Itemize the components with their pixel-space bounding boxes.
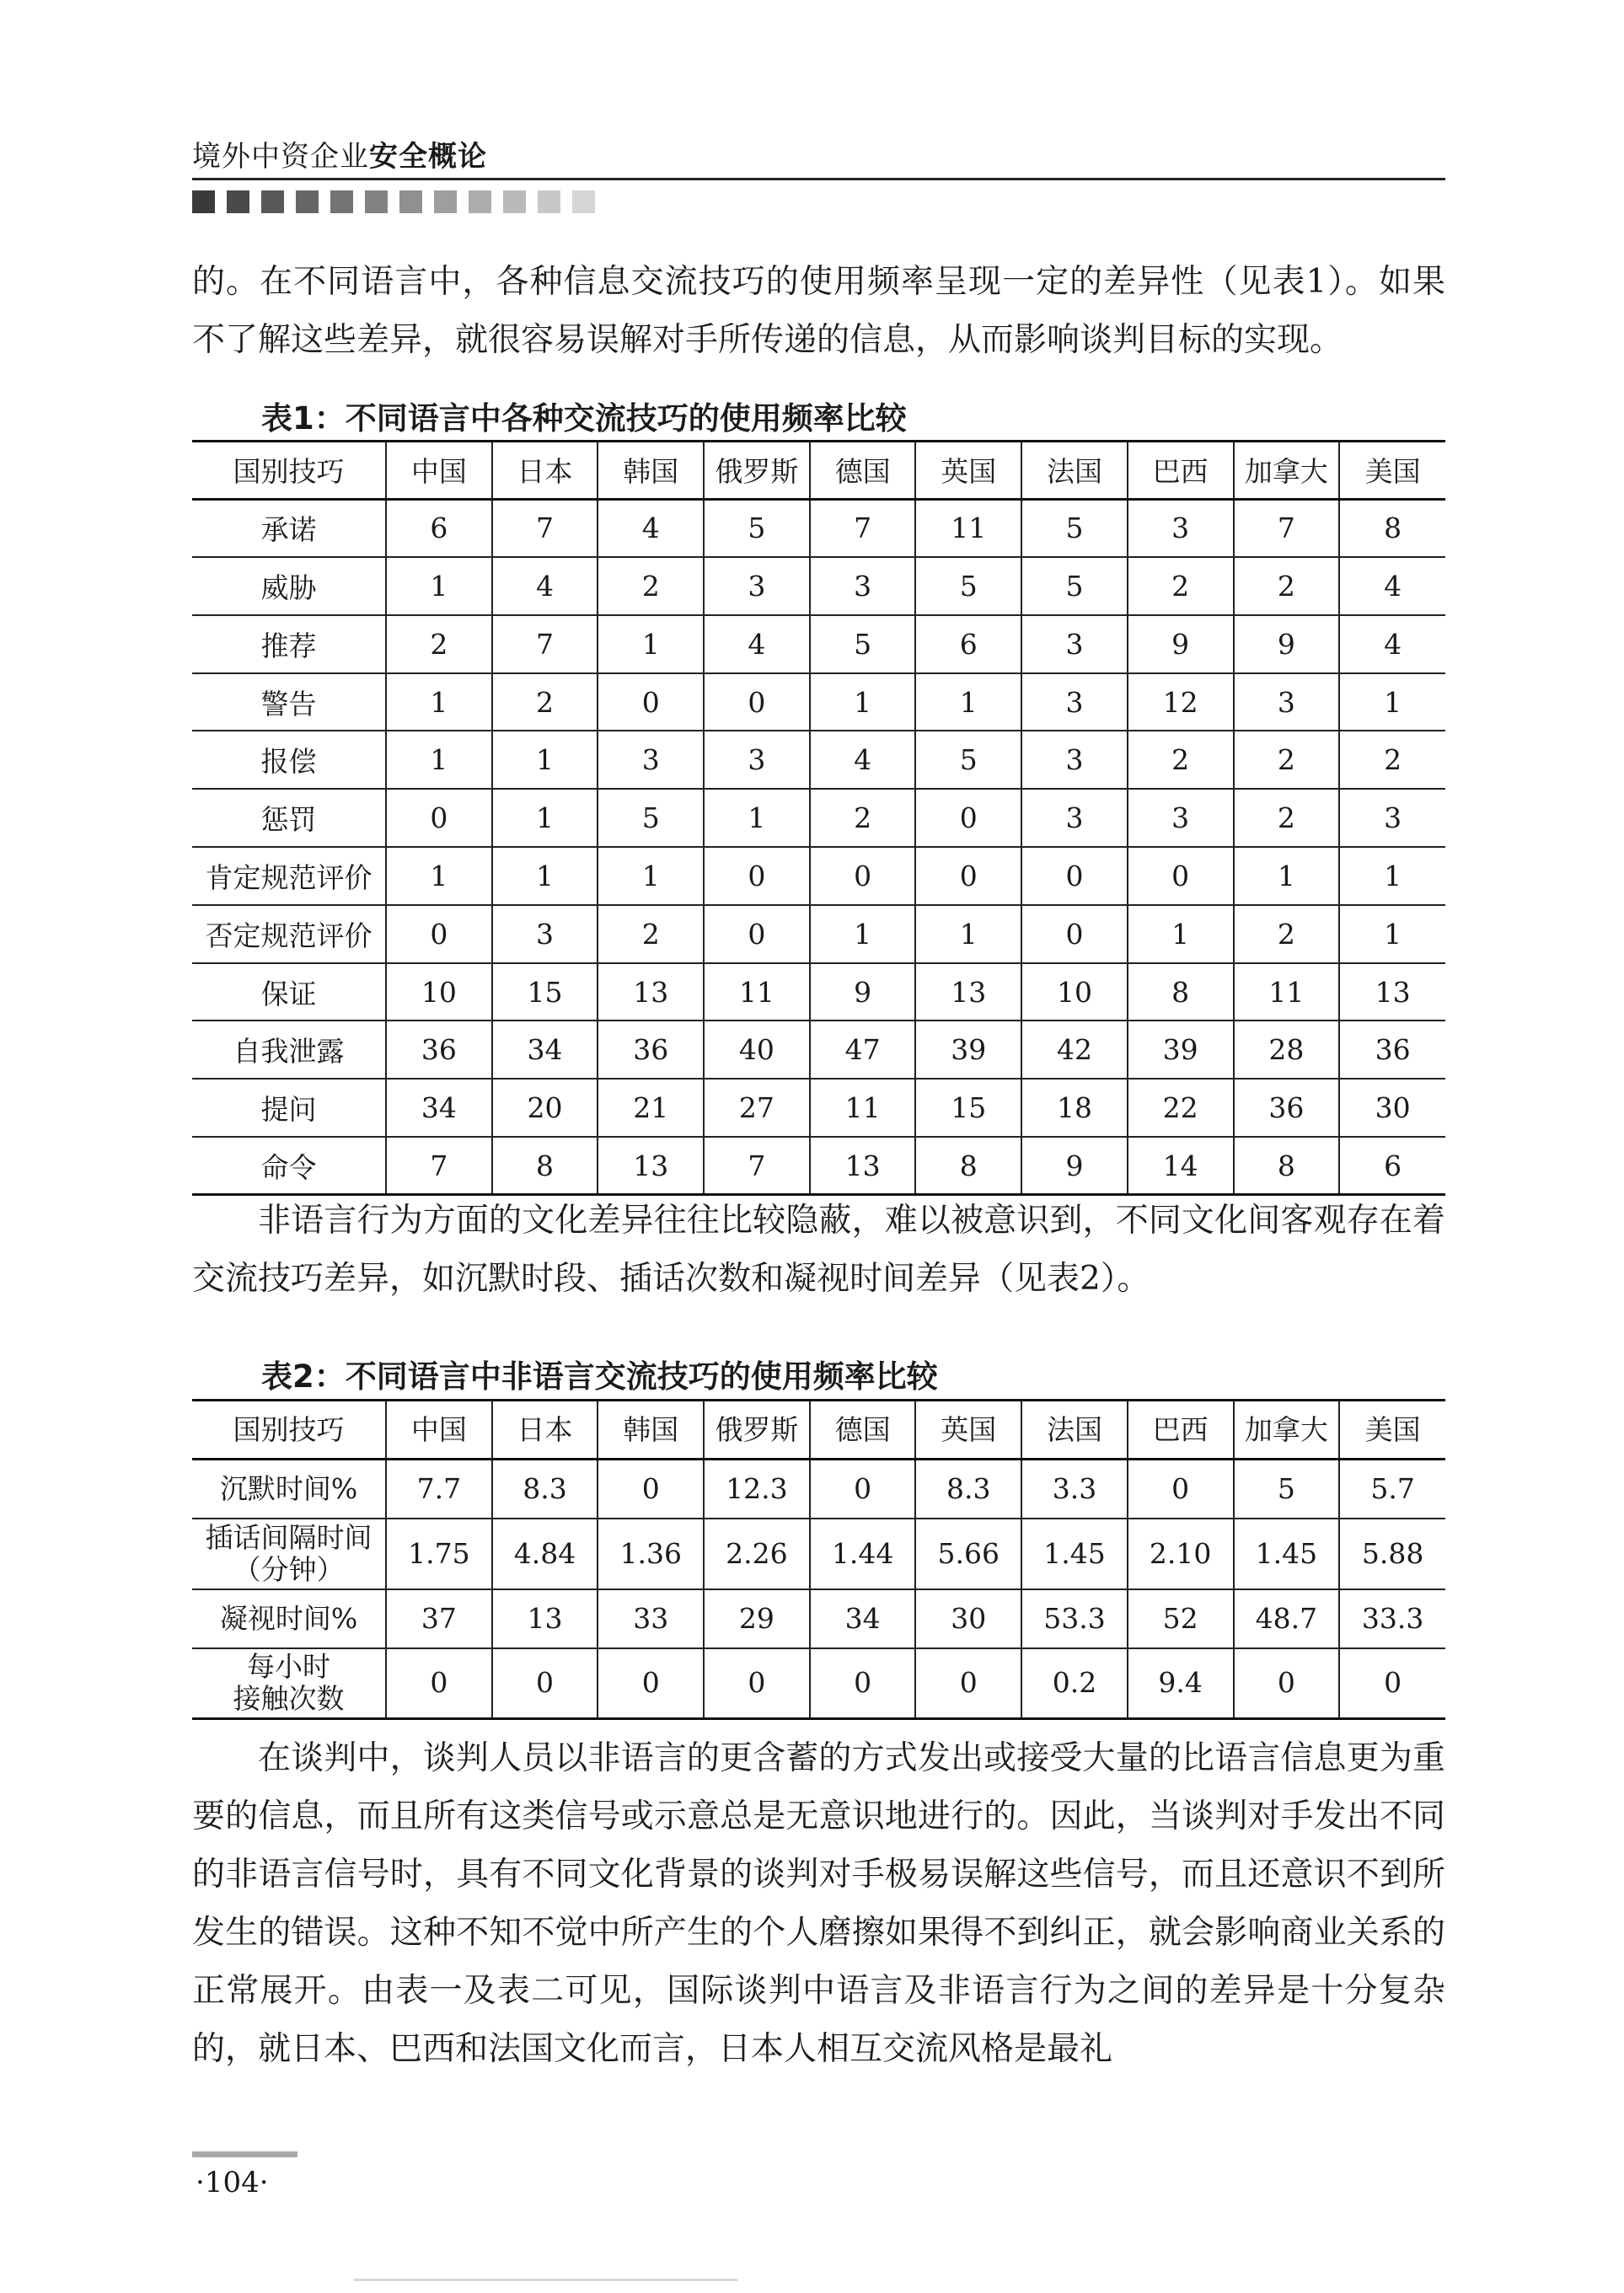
table2-cell: 8.3 xyxy=(915,1460,1021,1519)
table1-cell: 3 xyxy=(1128,499,1234,557)
table1-cell: 5 xyxy=(704,499,810,557)
table1-cell: 36 xyxy=(598,1021,704,1079)
table1-cell: 4 xyxy=(492,557,598,615)
table1-cell: 36 xyxy=(386,1021,492,1079)
table-row xyxy=(192,905,1445,963)
table1-cell: 15 xyxy=(492,963,598,1021)
header-rule xyxy=(192,178,1445,180)
table1-cell: 0 xyxy=(1021,905,1128,963)
table1-cell: 11 xyxy=(1234,963,1340,1021)
table2 xyxy=(192,1399,1445,1720)
table2-cell: 0 xyxy=(598,1460,704,1519)
table1-cell: 1 xyxy=(810,673,916,731)
table1-cell: 28 xyxy=(1234,1021,1340,1079)
table1-cell: 11 xyxy=(810,1079,916,1137)
table1-row-label: 报偿 xyxy=(192,731,386,789)
table2-header-cell: 国别技巧 xyxy=(192,1401,386,1460)
table1-header-cell: 韩国 xyxy=(598,442,704,500)
table1-cell: 22 xyxy=(1128,1079,1234,1137)
table1-cell: 0 xyxy=(915,789,1021,847)
table1-cell: 13 xyxy=(915,963,1021,1021)
table2-cell: 30 xyxy=(915,1589,1021,1648)
table1-cell: 8 xyxy=(492,1137,598,1195)
table2-header-cell: 中国 xyxy=(386,1401,492,1460)
table1-cell: 0 xyxy=(704,905,810,963)
table1-cell: 3 xyxy=(810,557,916,615)
table1-row-label: 推荐 xyxy=(192,615,386,673)
table2-cell: 5.88 xyxy=(1339,1519,1445,1589)
header-square-7 xyxy=(399,190,422,213)
table-row xyxy=(192,1460,1445,1519)
table1-cell: 0 xyxy=(1128,847,1234,905)
table2-cell: 0 xyxy=(386,1648,492,1719)
table2-cell: 3.3 xyxy=(1021,1460,1128,1519)
table1-cell: 2 xyxy=(1128,731,1234,789)
table1-cell: 1 xyxy=(492,731,598,789)
table1-cell: 18 xyxy=(1021,1079,1128,1137)
table1-cell: 36 xyxy=(1339,1021,1445,1079)
header-square-1 xyxy=(192,190,215,213)
header-square-4 xyxy=(296,190,319,213)
table1-cell: 7 xyxy=(386,1137,492,1195)
table1-cell: 1 xyxy=(1128,905,1234,963)
book-title-regular: 境外中资企业 xyxy=(192,140,369,174)
table2-cell: 1.45 xyxy=(1234,1519,1340,1589)
table1-cell: 1 xyxy=(915,673,1021,731)
table1-row-label: 否定规范评价 xyxy=(192,905,386,963)
table1-cell: 1 xyxy=(1339,905,1445,963)
header-square-12 xyxy=(572,190,595,213)
table2-cell: 5 xyxy=(1234,1460,1340,1519)
table1-cell: 5 xyxy=(810,615,916,673)
table2-cell: 0 xyxy=(598,1648,704,1719)
table1-cell: 15 xyxy=(915,1079,1021,1137)
footer-rule xyxy=(192,2151,297,2157)
table1-cell: 0 xyxy=(704,673,810,731)
table1-cell: 2 xyxy=(598,905,704,963)
table1-cell: 34 xyxy=(386,1079,492,1137)
table1-header-cell: 加拿大 xyxy=(1234,442,1340,500)
table-row xyxy=(192,963,1445,1021)
table1-row-label: 自我泄露 xyxy=(192,1021,386,1079)
table1-cell: 7 xyxy=(704,1137,810,1195)
table1-row-label: 警告 xyxy=(192,673,386,731)
table2-cell: 7.7 xyxy=(386,1460,492,1519)
table1-cell: 2 xyxy=(1234,789,1340,847)
table1-cell: 11 xyxy=(915,499,1021,557)
table2-row-label xyxy=(192,1589,386,1648)
bottom-edge-rule xyxy=(354,2279,737,2281)
table1-cell: 3 xyxy=(704,731,810,789)
table1-header-cell: 国别技巧 xyxy=(192,442,386,500)
table1-cell: 11 xyxy=(704,963,810,1021)
table1-cell: 9 xyxy=(1021,1137,1128,1195)
table2-header-cell: 日本 xyxy=(492,1401,598,1460)
header-square-11 xyxy=(538,190,560,213)
table1-cell: 0 xyxy=(810,847,916,905)
table2-cell: 34 xyxy=(810,1589,916,1648)
header-square-9 xyxy=(469,190,491,213)
table1-cell: 5 xyxy=(915,731,1021,789)
table1-cell: 3 xyxy=(1021,673,1128,731)
table1-cell: 4 xyxy=(1339,557,1445,615)
table1-cell: 2 xyxy=(1234,731,1340,789)
table2-cell: 1.44 xyxy=(810,1519,916,1589)
table2-cell: 5.7 xyxy=(1339,1460,1445,1519)
table1-header-cell: 美国 xyxy=(1339,442,1445,500)
table1-cell: 8 xyxy=(1234,1137,1340,1195)
table1-cell: 9 xyxy=(1128,615,1234,673)
table2-header-cell: 加拿大 xyxy=(1234,1401,1340,1460)
table2-cell: 1.75 xyxy=(386,1519,492,1589)
table-row xyxy=(192,789,1445,847)
table2-header-cell: 美国 xyxy=(1339,1401,1445,1460)
table1-cell: 8 xyxy=(915,1137,1021,1195)
table2-row-label xyxy=(192,1460,386,1519)
table2-cell: 1.45 xyxy=(1021,1519,1128,1589)
table1-cell: 5 xyxy=(1021,557,1128,615)
table-row xyxy=(192,673,1445,731)
table1-cell: 2 xyxy=(492,673,598,731)
table2-cell: 0 xyxy=(810,1648,916,1719)
table1-cell: 0 xyxy=(1021,847,1128,905)
table1-cell: 13 xyxy=(810,1137,916,1195)
book-title-bold: 安全概论 xyxy=(369,140,487,174)
header-square-6 xyxy=(365,190,388,213)
table2-row-label-line: （分钟） xyxy=(233,1552,345,1586)
table2-header-cell: 巴西 xyxy=(1128,1401,1234,1460)
table1-cell: 6 xyxy=(386,499,492,557)
table2-header-cell: 韩国 xyxy=(598,1401,704,1460)
table1-header-cell: 英国 xyxy=(915,442,1021,500)
table2-cell: 0 xyxy=(704,1648,810,1719)
table1-cell: 3 xyxy=(704,557,810,615)
table1-cell: 8 xyxy=(1339,499,1445,557)
table1-cell: 47 xyxy=(810,1021,916,1079)
table1-cell: 2 xyxy=(810,789,916,847)
page-number: ·104· xyxy=(196,2166,269,2199)
table1-row-label: 命令 xyxy=(192,1137,386,1195)
table1-header-cell: 日本 xyxy=(492,442,598,500)
paragraph-3: 在谈判中，谈判人员以非语言的更含蓄的方式发出或接受大量的比语言信息更为重要的信息，而且所有这类信号或示意总是无意识地进行的。因此，当谈判对手发出不同的非语言信号时，具有不同文化背景的谈判对手极易误解这些信号，而且还意识不到所发生的错误。这种不知不觉中所产生的个人磨擦如果得不到纠正，就会影响商业关系的正常展开。由表一及表二可见，国际谈判中语言及非语言行为之间的差异是十分复杂的，就日本、巴西和法国文化而言，日本人相互交流风格是最礼 xyxy=(192,1739,1445,2068)
table1-cell: 2 xyxy=(1234,905,1340,963)
table1-cell: 3 xyxy=(598,731,704,789)
table1-cell: 1 xyxy=(492,847,598,905)
table1-cell: 8 xyxy=(1128,963,1234,1021)
table1-row-label: 惩罚 xyxy=(192,789,386,847)
table1-cell: 4 xyxy=(810,731,916,789)
table2-row-label-line: 沉默时间% xyxy=(219,1471,358,1505)
paragraph-1: 的。在不同语言中，各种信息交流技巧的使用频率呈现一定的差异性（见表1）。如果不了解这些差异，就很容易误解对手所传递的信息，从而影响谈判目标的实现。 xyxy=(192,263,1445,359)
table1-cell: 34 xyxy=(492,1021,598,1079)
table1-cell: 0 xyxy=(386,905,492,963)
table1-header-cell: 法国 xyxy=(1021,442,1128,500)
table1-cell: 3 xyxy=(1021,615,1128,673)
table2-cell: 29 xyxy=(704,1589,810,1648)
table1-cell: 0 xyxy=(915,847,1021,905)
table1-caption: 表1：不同语言中各种交流技巧的使用频率比较 xyxy=(261,400,907,437)
table1-cell: 39 xyxy=(915,1021,1021,1079)
table-row xyxy=(192,615,1445,673)
header-square-5 xyxy=(330,190,353,213)
table1-cell: 0 xyxy=(598,673,704,731)
table1-cell: 1 xyxy=(1234,847,1340,905)
table1-row-label: 保证 xyxy=(192,963,386,1021)
table1-cell: 13 xyxy=(1339,963,1445,1021)
table1-cell: 30 xyxy=(1339,1079,1445,1137)
table1-cell: 1 xyxy=(915,905,1021,963)
table-row xyxy=(192,731,1445,789)
table1-cell: 27 xyxy=(704,1079,810,1137)
table1-cell: 1 xyxy=(704,789,810,847)
table1-cell: 3 xyxy=(492,905,598,963)
table1-cell: 1 xyxy=(386,673,492,731)
paragraph-2: 非语言行为方面的文化差异往往比较隐蔽，难以被意识到，不同文化间客观存在着交流技巧差异，如沉默时段、插话次数和凝视时间差异（见表2）。 xyxy=(192,1202,1445,1298)
table2-cell: 2.10 xyxy=(1128,1519,1234,1589)
table2-cell: 12.3 xyxy=(704,1460,810,1519)
table1-header-row xyxy=(192,442,1445,500)
table1-row-label: 威胁 xyxy=(192,557,386,615)
table2-cell: 1.36 xyxy=(598,1519,704,1589)
table1-cell: 1 xyxy=(1339,847,1445,905)
table1-cell: 3 xyxy=(1021,731,1128,789)
table2-row-label-line: 接触次数 xyxy=(233,1682,345,1716)
table1-row-label: 承诺 xyxy=(192,499,386,557)
table1-cell: 40 xyxy=(704,1021,810,1079)
table1-cell: 2 xyxy=(1234,557,1340,615)
table1-cell: 2 xyxy=(1128,557,1234,615)
table2-cell: 33.3 xyxy=(1339,1589,1445,1648)
table1-header-cell: 俄罗斯 xyxy=(704,442,810,500)
table1-cell: 0 xyxy=(386,789,492,847)
table2-cell: 5.66 xyxy=(915,1519,1021,1589)
table1-cell: 5 xyxy=(915,557,1021,615)
table1-cell: 2 xyxy=(386,615,492,673)
table2-header-cell: 俄罗斯 xyxy=(704,1401,810,1460)
table1-cell: 13 xyxy=(598,1137,704,1195)
table2-row-label xyxy=(192,1519,386,1589)
table1-cell: 2 xyxy=(598,557,704,615)
table1-cell: 3 xyxy=(1339,789,1445,847)
table1-cell: 39 xyxy=(1128,1021,1234,1079)
table2-cell: 2.26 xyxy=(704,1519,810,1589)
table1-header-cell: 德国 xyxy=(810,442,916,500)
table2-cell: 52 xyxy=(1128,1589,1234,1648)
table-row xyxy=(192,1021,1445,1079)
table1-cell: 20 xyxy=(492,1079,598,1137)
header-square-3 xyxy=(261,190,284,213)
table-row xyxy=(192,499,1445,557)
table2-row-label-line: 每小时 xyxy=(247,1650,330,1684)
table1-cell: 7 xyxy=(1234,499,1340,557)
table-row xyxy=(192,847,1445,905)
table1-row-label: 肯定规范评价 xyxy=(192,847,386,905)
table2-caption: 表2：不同语言中非语言交流技巧的使用频率比较 xyxy=(261,1358,938,1395)
table1-cell: 1 xyxy=(810,905,916,963)
table1-cell: 10 xyxy=(386,963,492,1021)
table2-cell: 37 xyxy=(386,1589,492,1648)
table1-cell: 1 xyxy=(598,847,704,905)
table2-cell: 0 xyxy=(1234,1648,1340,1719)
table1 xyxy=(192,440,1445,1196)
table2-cell: 0 xyxy=(1339,1648,1445,1719)
table2-cell: 33 xyxy=(598,1589,704,1648)
table2-row-label xyxy=(192,1648,386,1719)
table1-cell: 6 xyxy=(1339,1137,1445,1195)
table2-header-cell: 德国 xyxy=(810,1401,916,1460)
table-row xyxy=(192,1589,1445,1648)
table2-cell: 9.4 xyxy=(1128,1648,1234,1719)
table1-cell: 3 xyxy=(1128,789,1234,847)
table2-header-row xyxy=(192,1401,1445,1460)
table2-cell: 13 xyxy=(492,1589,598,1648)
table1-cell: 5 xyxy=(598,789,704,847)
table1-header-cell: 中国 xyxy=(386,442,492,500)
table2-header-cell: 英国 xyxy=(915,1401,1021,1460)
table1-cell: 36 xyxy=(1234,1079,1340,1137)
table2-cell: 4.84 xyxy=(492,1519,598,1589)
table1-row-label: 提问 xyxy=(192,1079,386,1137)
header-decorative-squares xyxy=(192,190,595,213)
header-square-2 xyxy=(227,190,249,213)
table-row xyxy=(192,1519,1445,1589)
header-square-8 xyxy=(434,190,457,213)
table1-header-cell: 巴西 xyxy=(1128,442,1234,500)
table1-cell: 1 xyxy=(386,557,492,615)
table2-header-cell: 法国 xyxy=(1021,1401,1128,1460)
table1-cell: 7 xyxy=(492,615,598,673)
table2-cell: 0 xyxy=(915,1648,1021,1719)
table1-cell: 1 xyxy=(598,615,704,673)
table2-cell: 8.3 xyxy=(492,1460,598,1519)
table1-cell: 0 xyxy=(704,847,810,905)
book-header-title xyxy=(192,133,487,174)
table1-cell: 1 xyxy=(492,789,598,847)
table1-cell: 2 xyxy=(1339,731,1445,789)
table1-cell: 4 xyxy=(704,615,810,673)
table2-cell: 48.7 xyxy=(1234,1589,1340,1648)
table1-cell: 3 xyxy=(1234,673,1340,731)
table1-cell: 4 xyxy=(1339,615,1445,673)
table1-cell: 1 xyxy=(386,731,492,789)
table2-cell: 0 xyxy=(1128,1460,1234,1519)
table2-cell: 0.2 xyxy=(1021,1648,1128,1719)
header-square-10 xyxy=(503,190,526,213)
table1-cell: 21 xyxy=(598,1079,704,1137)
table1-cell: 6 xyxy=(915,615,1021,673)
table1-cell: 14 xyxy=(1128,1137,1234,1195)
table1-cell: 12 xyxy=(1128,673,1234,731)
table1-cell: 5 xyxy=(1021,499,1128,557)
table1-cell: 7 xyxy=(492,499,598,557)
table1-cell: 42 xyxy=(1021,1021,1128,1079)
table1-cell: 1 xyxy=(386,847,492,905)
table1-cell: 9 xyxy=(810,963,916,1021)
table2-cell: 0 xyxy=(492,1648,598,1719)
table2-cell: 53.3 xyxy=(1021,1589,1128,1648)
table2-row-label-line: 凝视时间% xyxy=(219,1601,358,1635)
table1-cell: 10 xyxy=(1021,963,1128,1021)
table-row xyxy=(192,1079,1445,1137)
table2-cell: 0 xyxy=(810,1460,916,1519)
table-row xyxy=(192,1648,1445,1719)
table1-cell: 3 xyxy=(1021,789,1128,847)
table1-cell: 1 xyxy=(1339,673,1445,731)
table-row xyxy=(192,1137,1445,1195)
table1-cell: 9 xyxy=(1234,615,1340,673)
table2-row-label-line: 插话间隔时间 xyxy=(205,1520,373,1554)
table1-cell: 7 xyxy=(810,499,916,557)
table-row xyxy=(192,557,1445,615)
table1-cell: 4 xyxy=(598,499,704,557)
table1-cell: 13 xyxy=(598,963,704,1021)
